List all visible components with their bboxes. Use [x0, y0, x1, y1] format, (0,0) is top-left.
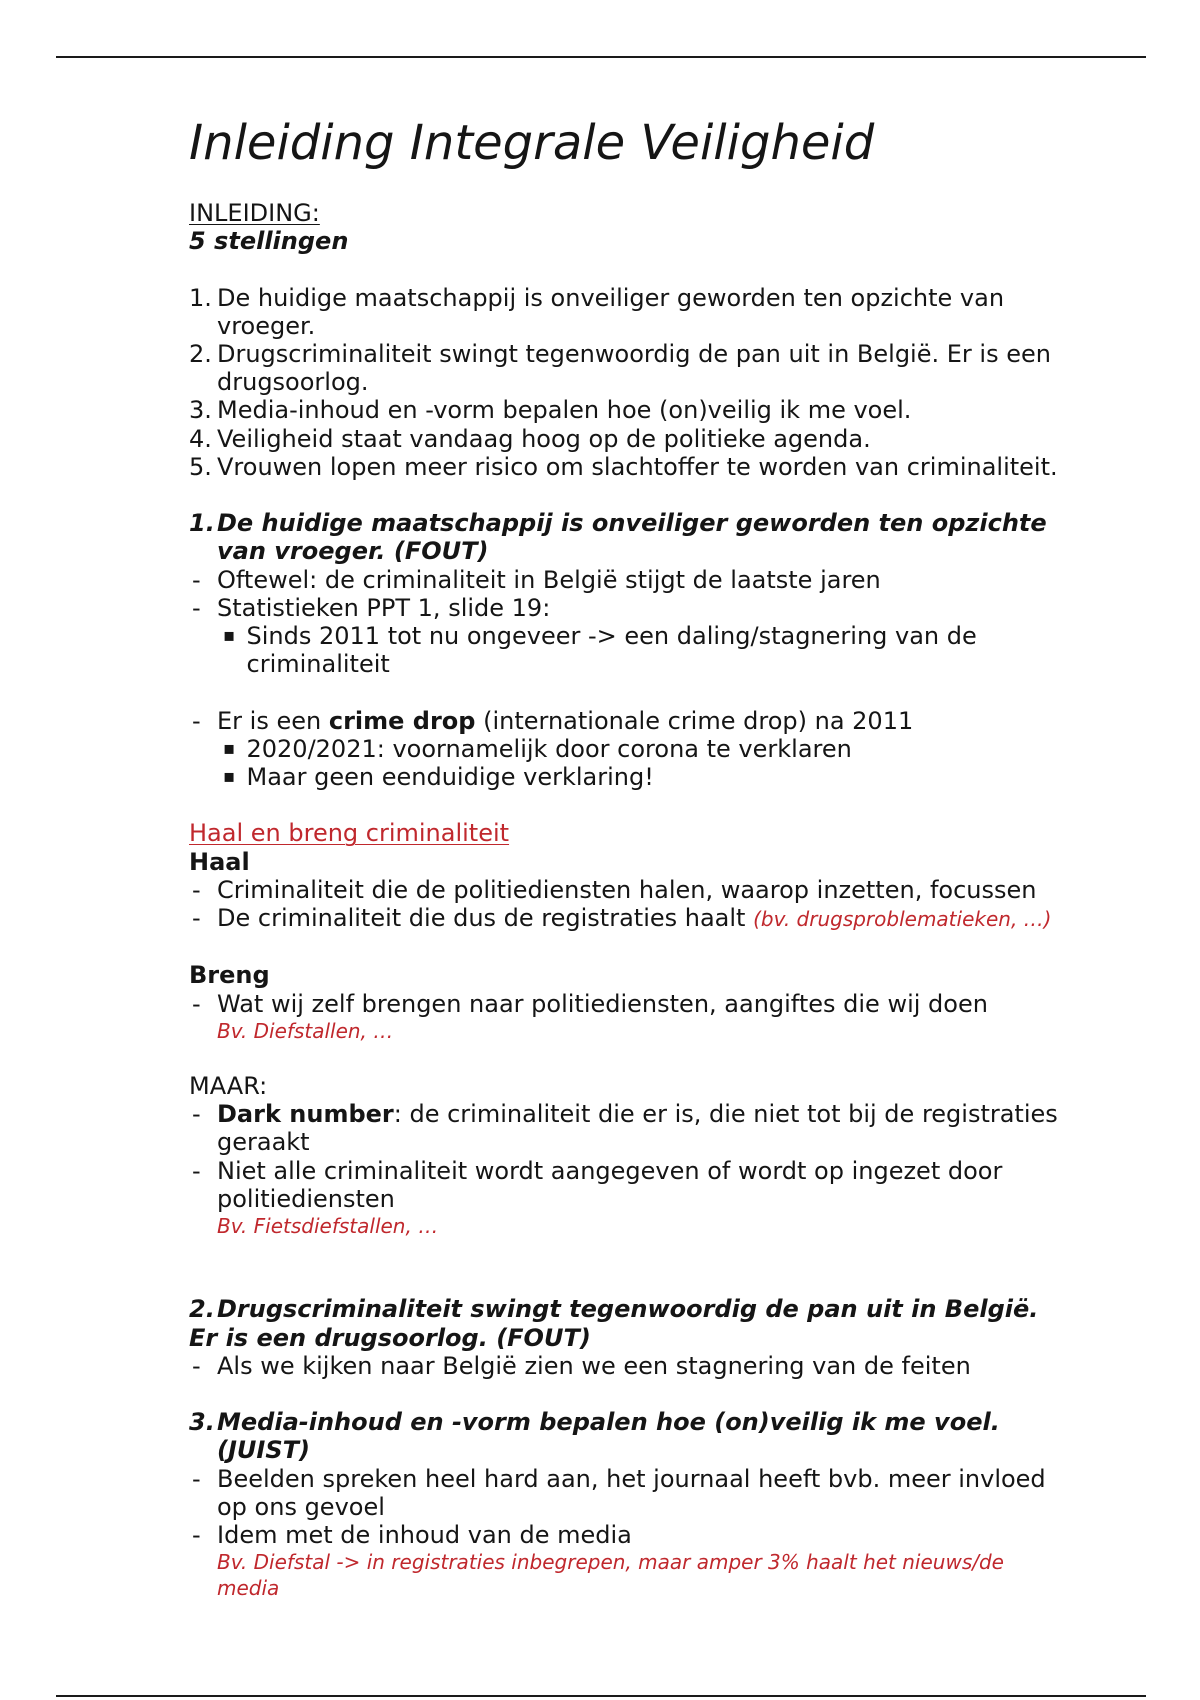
spacer — [189, 933, 1179, 961]
haal-breng-title: Haal en breng criminaliteit — [189, 819, 510, 848]
spacer — [189, 1380, 1179, 1408]
bullet-item-text: 2020/2021: voornamelijk door corona te verklaren — [246, 734, 852, 763]
bullet-item-text: Sinds 2011 tot nu ongeveer -> een daling/stagnering van de criminaliteit — [246, 622, 977, 679]
page-title: Inleiding Integrale Veiligheid — [189, 115, 875, 171]
dash-item-text: Wat wij zelf brengen naar politiediensten, aangiftes die wij doen — [217, 989, 988, 1018]
dash-item — [189, 904, 1179, 933]
section-number: 3. — [189, 1408, 215, 1437]
section-2-heading — [189, 1295, 1179, 1323]
spacer — [189, 255, 1179, 283]
breng-example: Bv. Diefstallen, … — [217, 1018, 394, 1043]
dash-marker: - — [192, 1351, 201, 1380]
dash-item — [189, 990, 1179, 1018]
intro-block — [189, 199, 1179, 255]
bullet-item — [189, 735, 1179, 763]
dash-item-text: Statistieken PPT 1, slide 19: — [217, 593, 551, 622]
list-number: 2. — [189, 340, 212, 368]
intro-subtitle: 5 stellingen — [189, 227, 349, 256]
header-rule — [56, 56, 1146, 58]
footer-rule — [56, 1695, 1146, 1697]
bullet-item-text: Maar geen eenduidige verklaring! — [246, 763, 654, 792]
dash-item — [189, 1352, 1179, 1380]
dark-number-text: : de criminaliteit die er is, die niet tot bij de registraties geraakt — [217, 1100, 1058, 1157]
list-item — [189, 284, 1179, 340]
dash-item-text: Beelden spreken heel hard aan, het journaal heeft bvb. meer invloed op ons gevoel — [217, 1464, 1046, 1521]
crime-drop-post: (internationale crime drop) na 2011 — [475, 706, 914, 735]
dark-number-term: Dark number — [217, 1100, 394, 1129]
list-item — [189, 453, 1179, 481]
square-bullet-icon: ▪ — [223, 625, 236, 647]
maar-label: MAAR: — [189, 1072, 268, 1100]
dash-marker: - — [192, 875, 201, 904]
spacer — [189, 1044, 1179, 1072]
dash-item — [189, 876, 1179, 904]
list-text: Veiligheid staat vandaag hoog op de politieke agenda. — [217, 424, 871, 453]
section-heading-text: De huidige maatschappij is onveiliger geworden ten opzichte van vroeger. (FOUT) — [217, 509, 1047, 566]
dash-item-text — [217, 707, 913, 735]
section-number: 1. — [189, 509, 215, 538]
dash-marker: - — [192, 593, 201, 622]
dash-marker: - — [192, 565, 201, 594]
dash-item-text — [217, 904, 1051, 933]
spacer — [189, 791, 1179, 819]
dash-item-text: Criminaliteit die de politiediensten halen, waarop inzetten, focussen — [217, 875, 1037, 904]
spacer — [189, 481, 1179, 509]
dash-marker: - — [192, 1521, 201, 1550]
haal-label: Haal — [189, 847, 250, 876]
dash-item — [189, 566, 1179, 594]
spacer — [189, 1239, 1179, 1295]
stellingen-list — [189, 284, 1179, 481]
list-item — [189, 396, 1179, 424]
document-body — [189, 115, 1179, 1601]
dash-marker: - — [192, 1464, 201, 1493]
section-heading-continuation: Er is een drugsoorlog. (FOUT) — [189, 1323, 591, 1352]
dash-item — [189, 1521, 1179, 1549]
list-number: 5. — [189, 452, 212, 481]
breng-label: Breng — [189, 961, 270, 990]
square-bullet-icon: ▪ — [223, 766, 236, 788]
media-example: Bv. Diefstal -> in registraties inbegrepen, maar amper 3% haalt het nieuws/de media — [217, 1550, 1004, 1601]
haal-example: (bv. drugsproblematieken, …) — [753, 907, 1052, 932]
bullet-item — [189, 622, 1179, 678]
square-bullet-icon: ▪ — [223, 737, 236, 759]
dash-marker: - — [192, 989, 201, 1018]
haal-point-text: De criminaliteit die dus de registraties haalt — [217, 904, 754, 933]
list-number: 1. — [189, 283, 212, 312]
list-text: Drugscriminaliteit swingt tegenwoordig de pan uit in België. Er is een drugsoorlog. — [217, 340, 1051, 397]
list-number: 3. — [189, 396, 212, 425]
crime-drop-pre: Er is een — [217, 706, 329, 735]
dash-marker: - — [192, 904, 201, 933]
section-1-heading — [189, 509, 1179, 565]
dash-item-text: Oftewel: de criminaliteit in België stijgt de laatste jaren — [217, 565, 881, 594]
spacer — [189, 678, 1179, 706]
dash-marker: - — [192, 1100, 201, 1129]
list-item — [189, 340, 1179, 396]
dash-item — [189, 594, 1179, 622]
intro-label: INLEIDING: — [189, 199, 320, 227]
dash-item — [189, 1465, 1179, 1521]
dash-item-text — [217, 1100, 1058, 1156]
section-heading-text: Media-inhoud en -vorm bepalen hoe (on)veilig ik me voel. (JUIST) — [217, 1408, 1000, 1465]
section-number: 2. — [189, 1295, 215, 1324]
dash-marker: - — [192, 1156, 201, 1185]
list-text: Media-inhoud en -vorm bepalen hoe (on)veilig ik me voel. — [217, 396, 912, 425]
dash-item-text: Niet alle criminaliteit wordt aangegeven of wordt op ingezet door politiediensten — [217, 1156, 1003, 1213]
dash-item-dark-number — [189, 1100, 1179, 1156]
bullet-item — [189, 763, 1179, 791]
dash-marker: - — [192, 706, 201, 735]
dash-item-crime-drop — [189, 707, 1179, 735]
maar-example: Bv. Fietsdiefstallen, … — [217, 1214, 439, 1239]
dash-item-text: Als we kijken naar België zien we een stagnering van de feiten — [217, 1351, 971, 1380]
list-number: 4. — [189, 424, 212, 453]
section-heading-text: Drugscriminaliteit swingt tegenwoordig de pan uit in België. — [217, 1295, 1039, 1324]
list-text: Vrouwen lopen meer risico om slachtoffer te worden van criminaliteit. — [217, 452, 1058, 481]
crime-drop-term: crime drop — [328, 706, 476, 735]
dash-item-text: Idem met de inhoud van de media — [217, 1521, 632, 1550]
list-item — [189, 425, 1179, 453]
dash-item — [189, 1157, 1179, 1213]
section-3-heading — [189, 1408, 1179, 1464]
list-text: De huidige maatschappij is onveiliger geworden ten opzichte van vroeger. — [217, 283, 1005, 340]
